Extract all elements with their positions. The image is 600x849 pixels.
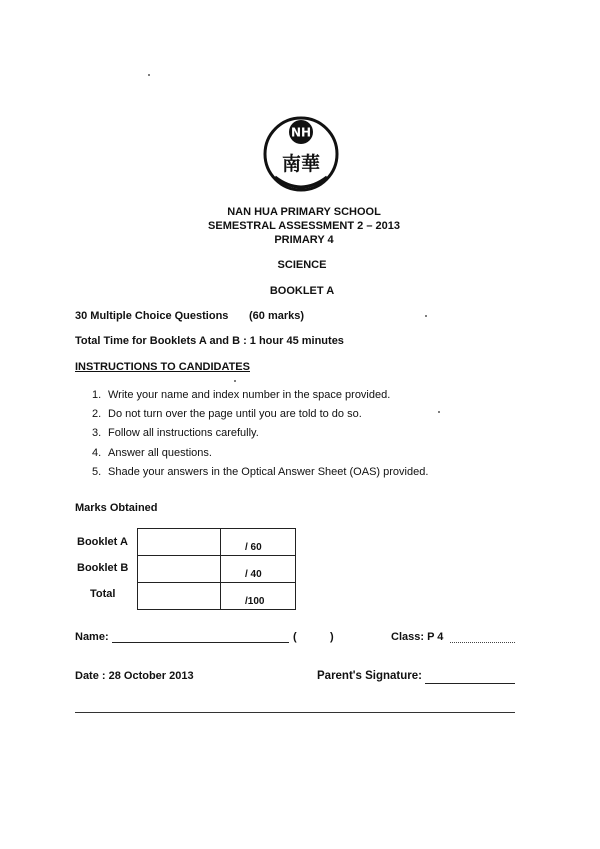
score-cell-booklet-a[interactable]	[138, 529, 221, 556]
name-label: Name:	[75, 631, 109, 643]
list-item	[92, 463, 428, 482]
name-field[interactable]	[112, 629, 289, 643]
marks-heading: Marks Obtained	[75, 502, 158, 514]
school-crest-icon	[263, 115, 339, 193]
subject-title: SCIENCE	[277, 259, 327, 271]
item-number: 3.	[92, 427, 102, 440]
max-marks-cell: /100	[221, 583, 296, 610]
list-item	[92, 444, 428, 463]
index-paren-close: )	[330, 631, 334, 643]
max-marks-cell: / 40	[221, 556, 296, 583]
item-text: Do not turn over the page until you are told to do so.	[108, 408, 362, 421]
svg-text:南華: 南華	[281, 153, 321, 175]
score-cell-total[interactable]	[138, 583, 221, 610]
index-number-field[interactable]	[300, 629, 328, 643]
scan-speck	[148, 74, 150, 76]
signature-label: Parent's Signature:	[317, 670, 422, 682]
list-item	[92, 424, 428, 443]
row-label-total: Total	[90, 588, 116, 600]
item-number: 4.	[92, 446, 102, 459]
assessment-title: SEMESTRAL ASSESSMENT 2 – 2013	[208, 220, 400, 232]
school-name: NAN HUA PRIMARY SCHOOL	[227, 206, 381, 218]
row-label-booklet-b: Booklet B	[77, 562, 129, 574]
item-text: Answer all questions.	[108, 446, 212, 459]
class-label: Class: P 4	[391, 631, 444, 643]
total-marks: (60 marks)	[249, 310, 305, 322]
school-logo	[263, 115, 339, 193]
table-row	[138, 583, 296, 610]
level-title: PRIMARY 4	[274, 234, 334, 246]
assessment-date: Date : 28 October 2013	[75, 670, 194, 682]
index-paren-open: (	[293, 631, 297, 643]
item-text: Follow all instructions carefully.	[108, 427, 259, 440]
booklet-title: BOOKLET A	[269, 285, 335, 297]
item-number: 5.	[92, 465, 102, 478]
item-text: Write your name and index number in the space provided.	[108, 389, 391, 401]
marks-table	[137, 528, 296, 610]
scan-speck	[234, 380, 236, 382]
bottom-divider	[75, 712, 515, 713]
table-row	[138, 529, 296, 556]
question-count: 30 Multiple Choice Questions	[75, 310, 229, 322]
signature-field[interactable]	[425, 669, 515, 684]
row-label-booklet-a: Booklet A	[77, 536, 128, 548]
time-allowed: Total Time for Booklets A and B : 1 hour 45 minutes	[75, 335, 344, 347]
instructions-heading: INSTRUCTIONS TO CANDIDATES	[75, 361, 250, 373]
max-marks-cell: / 60	[221, 529, 296, 556]
list-item	[92, 405, 428, 424]
list-item	[92, 386, 428, 405]
score-cell-booklet-b[interactable]	[138, 556, 221, 583]
scan-speck	[425, 315, 427, 317]
item-number: 1.	[92, 389, 102, 401]
table-row	[138, 556, 296, 583]
svg-text:NH: NH	[290, 125, 312, 140]
scan-speck	[438, 411, 440, 413]
item-text: Shade your answers in the Optical Answer Sheet (OAS) provided.	[108, 465, 429, 478]
item-number: 2.	[92, 408, 102, 421]
class-field[interactable]	[450, 629, 515, 643]
instructions-list	[92, 386, 428, 482]
